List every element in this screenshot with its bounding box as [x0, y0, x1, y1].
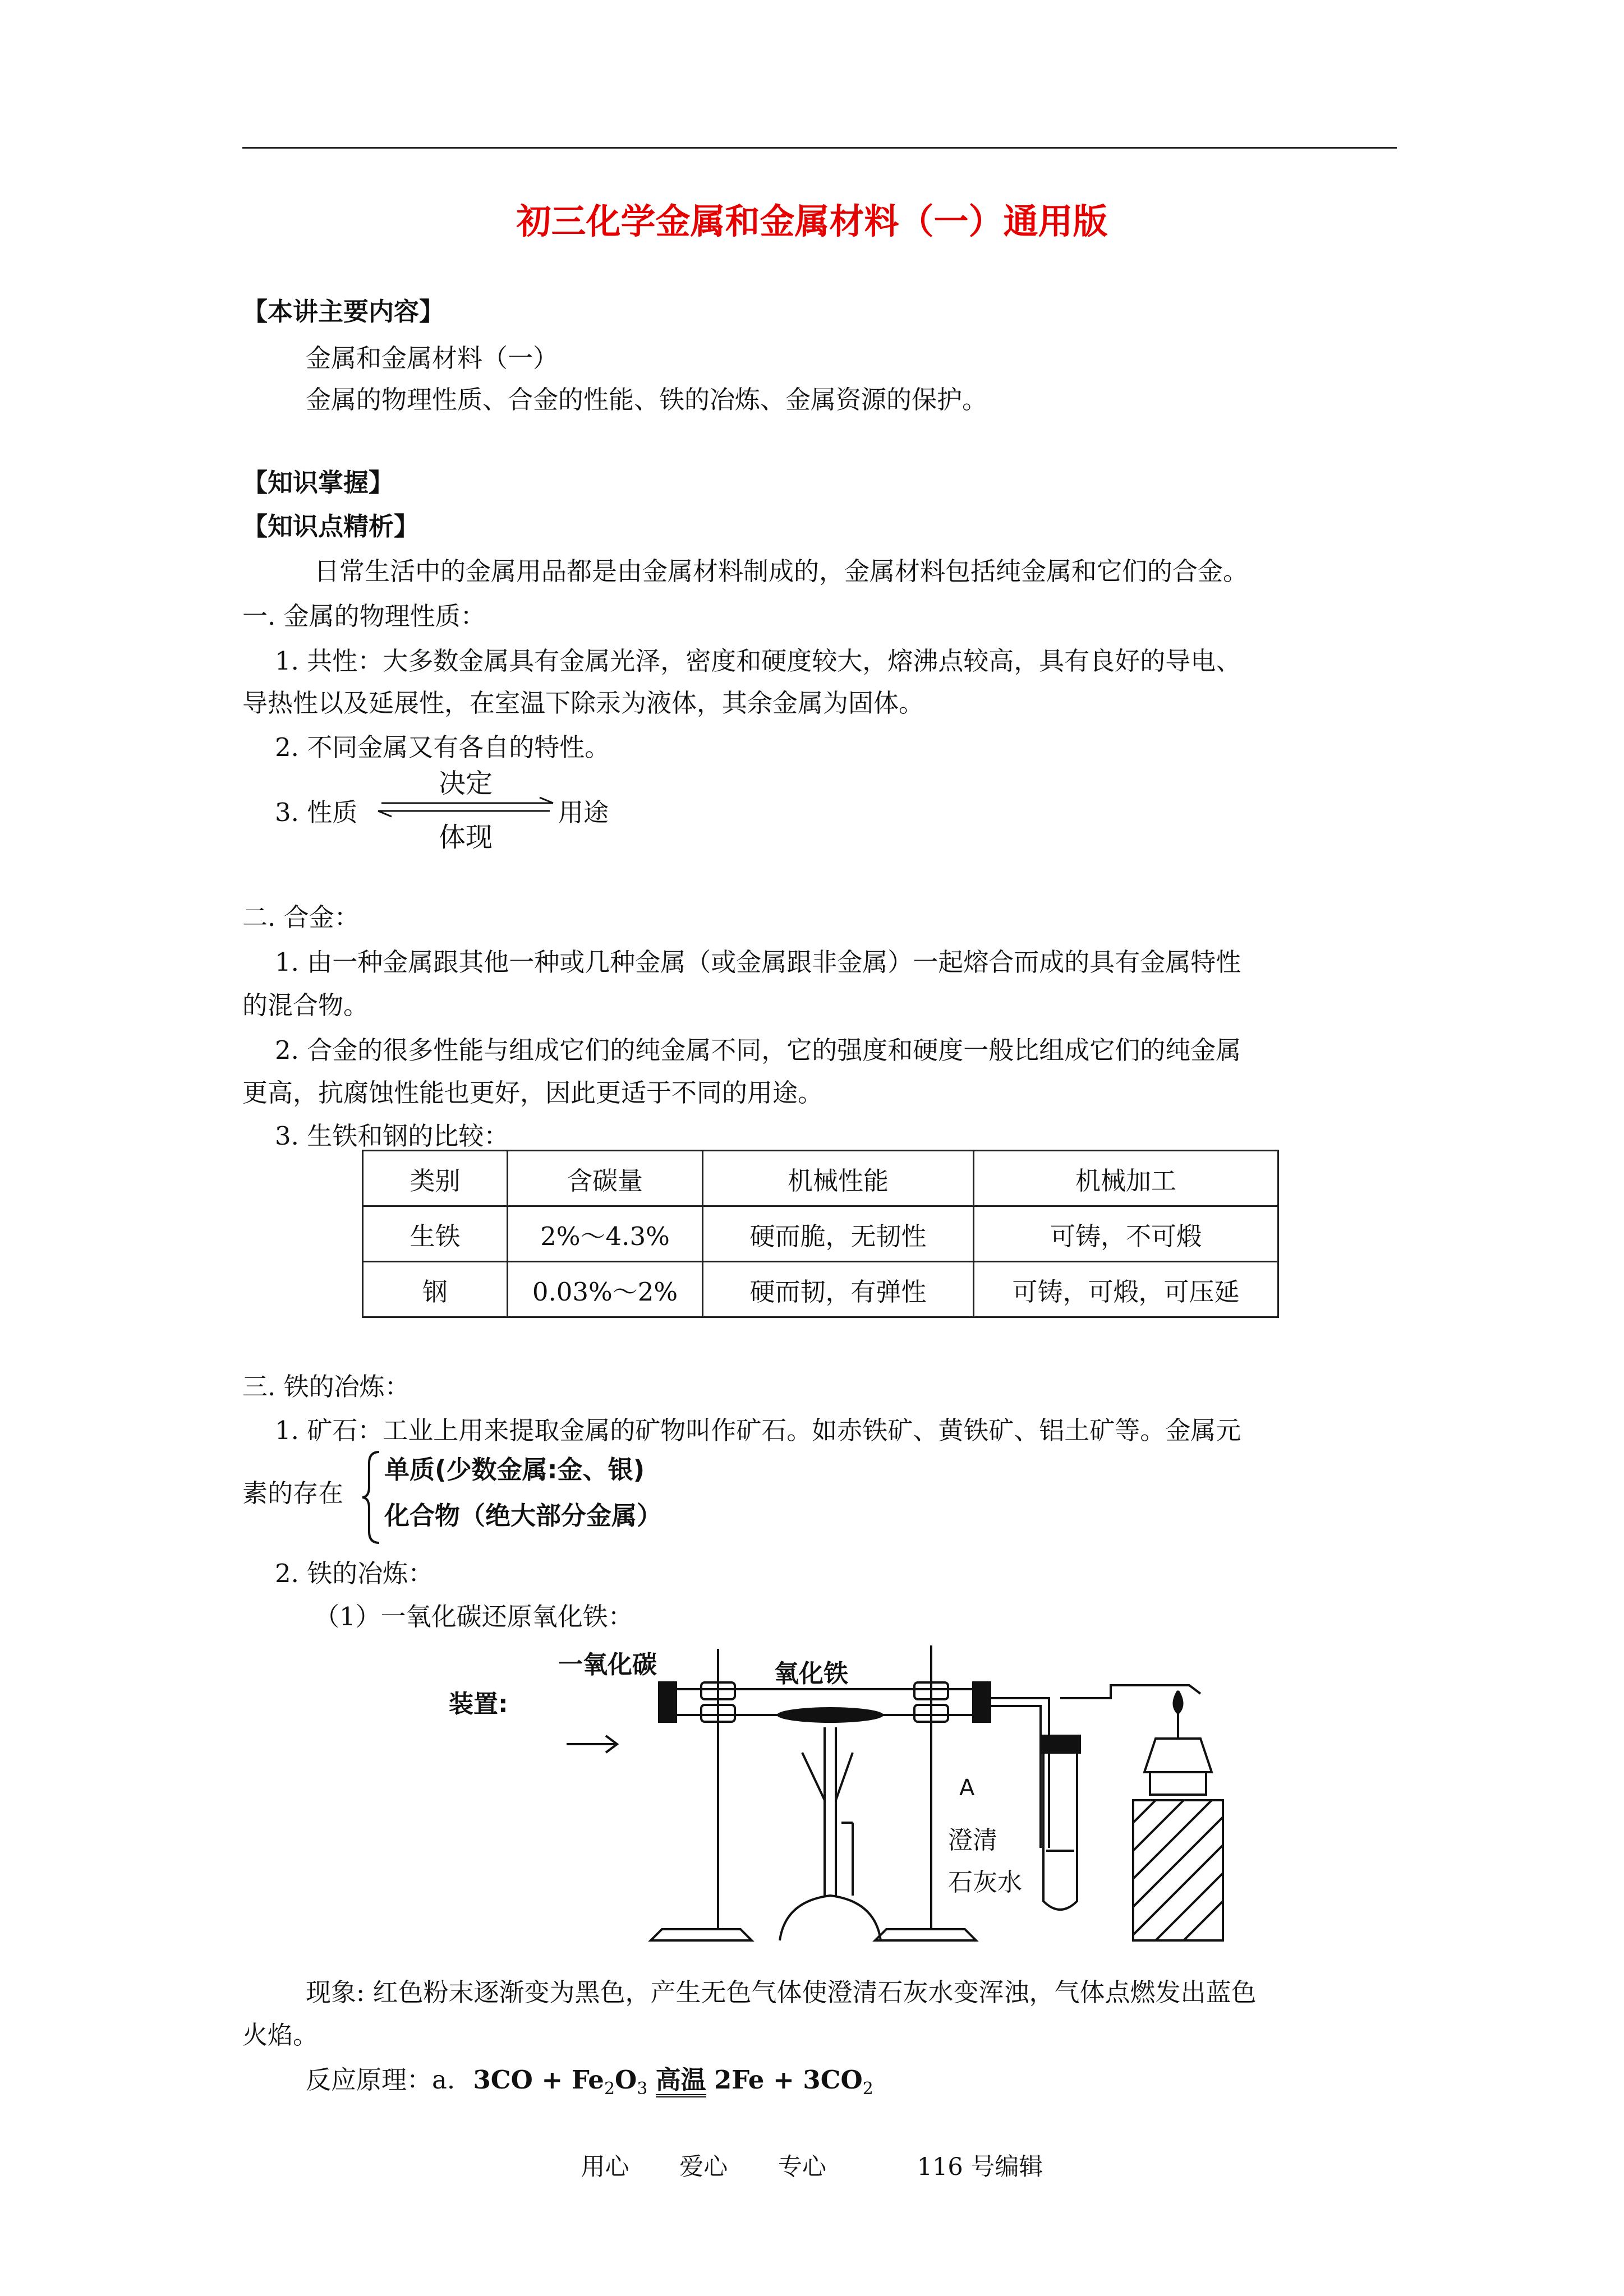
page-footer [0, 2148, 1624, 2182]
section-heading-knowledge: 【知识掌握】 [242, 468, 394, 497]
brace-option-element: 单质(少数金属:金、银) [384, 1455, 645, 1484]
smelting-item1-line1: 1. 矿石：工业上用来提取金属的矿物叫作矿石。如赤铁矿、黄铁矿、铝土矿等。金属元 [275, 1416, 1241, 1445]
physical-heading: 一. 金属的物理性质： [242, 601, 486, 631]
brace-option-compound: 化合物（绝大部分金属） [384, 1501, 663, 1530]
phenomenon-line1: 现象: 红色粉末逐渐变为黑色，产生无色气体使澄清石灰水变浑浊，气体点燃发出蓝色 [306, 1977, 1257, 2007]
arrow-label-top: 决定 [438, 768, 493, 799]
intro-paragraph: 日常生活中的金属用品都是由金属材料制成的，金属材料包括纯金属和它们的合金。 [314, 556, 1249, 586]
alloy-item1-line2: 的混合物。 [242, 990, 369, 1020]
diagram-label-co: 一氧化碳 [558, 1650, 657, 1679]
footer-editor: 116 号编辑 [917, 2153, 1043, 2181]
eq-sub: 2 [862, 2079, 873, 2099]
co-reduction-apparatus-diagram [438, 1638, 1268, 1952]
table-cell: 可铸，可煅，可压延 [974, 1262, 1278, 1317]
table-header: 机械性能 [703, 1151, 974, 1206]
eq-sub: 2 [604, 2079, 615, 2099]
section-heading-main: 【本讲主要内容】 [242, 297, 445, 326]
table-cell: 生铁 [363, 1206, 508, 1262]
diagram-label-iron-oxide: 氧化铁 [774, 1659, 848, 1688]
physical-item3-suffix: 用途 [558, 797, 609, 827]
header-rule [242, 147, 1397, 149]
footer-text: 专心 [778, 2153, 826, 2181]
apparatus-drawing [438, 1638, 1268, 1952]
table-cell: 硬而脆，无韧性 [703, 1206, 974, 1262]
eq-left: 3CO + Fe [473, 2065, 604, 2095]
smelting-item2: 2. 铁的冶炼： [275, 1559, 434, 1588]
left-brace-icon [360, 1450, 383, 1545]
reaction-equation [306, 2057, 873, 2112]
reaction-label: 反应原理：a. [306, 2065, 456, 2095]
smelting-item2-sub: （1）一氧化碳还原氧化铁： [314, 1602, 633, 1631]
diagram-label-a: A [959, 1775, 975, 1801]
diagram-label-clear: 澄清 [948, 1826, 997, 1855]
eq-oxygen: O [615, 2065, 637, 2095]
table-cell: 硬而韧，有弹性 [703, 1262, 974, 1317]
table-row [363, 1206, 1278, 1262]
footer-text: 用心 [581, 2153, 629, 2181]
alloy-item2-line2: 更高，抗腐蚀性能也更好，因此更适于不同的用途。 [242, 1078, 823, 1108]
physical-item1-line1: 1. 共性：大多数金属具有金属光泽，密度和硬度较大，熔沸点较高，具有良好的导电、 [275, 646, 1241, 676]
iron-steel-table [362, 1150, 1279, 1318]
table-cell: 0.03%～2% [508, 1262, 703, 1317]
physical-item3-prefix: 3. 性质 [275, 797, 358, 827]
table-cell: 可铸，不可煅 [974, 1206, 1278, 1262]
footer-text: 爱心 [679, 2153, 728, 2181]
physical-item2: 2. 不同金属又有各自的特性。 [275, 732, 610, 762]
table-header-row [363, 1151, 1278, 1206]
table-row [363, 1262, 1278, 1317]
table-cell: 2%～4.3% [508, 1206, 703, 1262]
table-header: 含碳量 [508, 1151, 703, 1206]
alloy-item3: 3. 生铁和钢的比较： [275, 1121, 509, 1151]
alloy-item1-line1: 1. 由一种金属跟其他一种或几种金属（或金属跟非金属）一起熔合而成的具有金属特性 [275, 947, 1241, 977]
alloy-heading: 二. 合金： [242, 902, 360, 932]
table-cell: 钢 [363, 1262, 508, 1317]
physical-item1-line2: 导热性以及延展性，在室温下除汞为液体，其余金属为固体。 [242, 688, 924, 718]
eq-right: 2Fe + 3CO [714, 2065, 863, 2095]
main-line-2: 金属的物理性质、合金的性能、铁的冶炼、金属资源的保护。 [306, 385, 988, 414]
main-line-1: 金属和金属材料（一） [306, 343, 559, 373]
diagram-label-device: 装置: [449, 1690, 508, 1718]
smelting-heading: 三. 铁的冶炼： [242, 1372, 410, 1401]
reversible-arrow [376, 762, 555, 851]
eq-sub: 3 [637, 2079, 648, 2099]
smelting-item1-line2: 素的存在 [242, 1478, 344, 1508]
diagram-label-limewater: 石灰水 [948, 1868, 1022, 1897]
alloy-item2-line1: 2. 合金的很多性能与组成它们的纯金属不同，它的强度和硬度一般比组成它们的纯金属 [275, 1035, 1241, 1065]
table-header: 机械加工 [974, 1151, 1278, 1206]
phenomenon-line2: 火焰。 [242, 2020, 319, 2050]
table-header: 类别 [363, 1151, 508, 1206]
document-title: 初三化学金属和金属材料（一）通用版 [516, 201, 1108, 242]
arrow-label-bottom: 体现 [438, 822, 493, 853]
section-subheading-points: 【知识点精析】 [242, 511, 420, 541]
eq-condition: 高温 [656, 2066, 706, 2097]
